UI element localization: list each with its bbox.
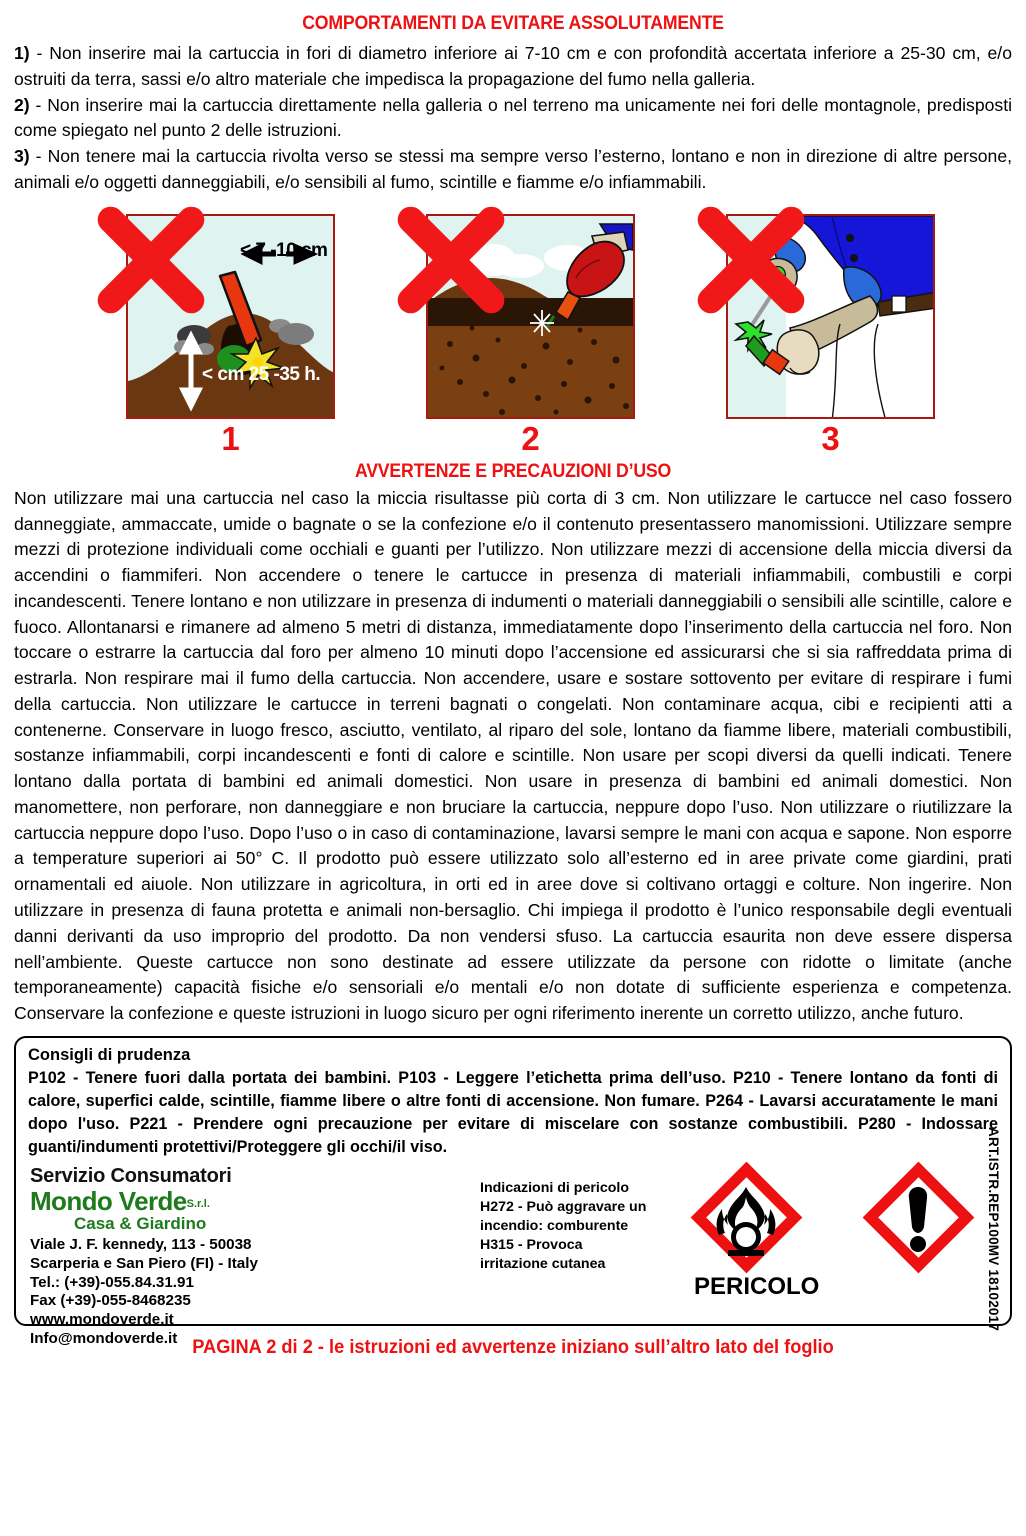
page-title-comportamenti: COMPORTAMENTI DA EVITARE ASSOLUTAMENTE xyxy=(302,13,724,34)
page-footer: PAGINA 2 di 2 - le istruzioni ed avvertenze iniziano sull’altro lato del foglio xyxy=(192,1336,834,1358)
rule-number-3: 3) xyxy=(14,146,30,167)
email-line[interactable]: Info@mondoverde.it xyxy=(30,1330,178,1348)
panel-number-3: 3 xyxy=(821,419,840,457)
address-block xyxy=(30,1236,430,1349)
forbidden-actions-panels xyxy=(14,202,1012,457)
panel-2-direct-in-soil xyxy=(426,214,635,419)
fax-line: Fax (+39)-055-8468235 xyxy=(30,1292,191,1310)
ghs-pictograms xyxy=(684,1161,1014,1333)
flame-over-circle-glyph xyxy=(690,1161,802,1273)
rule-number-2: 2) xyxy=(14,94,30,115)
panel-1-caption-top: < 7 -10 cm xyxy=(240,239,328,261)
rule-text-3: Non tenere mai la cartuccia rivolta verso se stessi ma sempre verso l’esterno, lontano e non in direzione di altre persone, animali e/o oggetti danneggiabili, e/o sensibili al fumo, scintille e fiamme e/o infiammabili. xyxy=(14,146,1012,193)
address-line-1: Viale J. F. kennedy, 113 - 50038 xyxy=(30,1235,252,1253)
hazard-statements-block xyxy=(480,1179,680,1273)
rule-text-1: Non inserire mai la cartuccia in fori di diametro inferiore ai 7-10 cm e con profondità accertata inferiore a 25-30 cm, e/o ostruiti da terra, sassi e/o altro materiale che impedisca la propagazione del fumo nella galleria. xyxy=(14,42,1012,89)
manufacturer-contact-block xyxy=(30,1165,430,1349)
logo-srl-text: S.r.l. xyxy=(186,1198,210,1211)
precaution-box-text: P102 - Tenere fuori dalla portata dei bambini. P103 - Leggere l’etichetta prima dell’uso. P210 - Tenere lontano da fonti di calore, superfici calde, scintille, fiamme libere o altre fonti di accensione. Non fumare. P264 - Lavarsi accuratamente le mani dopo l'uso. P221 - Prendere ogni precauzione per evitare di miscelare con sostanze combustibili. P280 - Indossare guanti/indumenti protettivi/Proteggere gli occhi/il viso. xyxy=(28,1069,998,1157)
cartridge-pointed-at-self-icon xyxy=(728,216,935,419)
rule-item-2 xyxy=(14,93,1012,145)
service-consumers-label: Servizio Consumatori xyxy=(30,1165,232,1188)
signal-word-pericolo: PERICOLO xyxy=(694,1273,820,1301)
hazard-line-4: irritazione cutanea xyxy=(480,1255,606,1272)
exclamation-mark-glyph xyxy=(862,1161,974,1273)
rule-number-1: 1) xyxy=(14,42,30,63)
rule-text-2: Non inserire mai la cartuccia direttamente nella galleria o nel terreno ma unicamente nei fori delle montagnole, predisposti come spiegato nel punto 2 delle istruzioni. xyxy=(14,94,1012,141)
cartridge-inserted-directly-in-soil-icon xyxy=(428,216,635,419)
precaution-box-title: Consigli di prudenza xyxy=(28,1045,191,1064)
panel-1-shallow-hole xyxy=(126,214,335,419)
oxidising-flame-over-circle-icon xyxy=(690,1161,802,1273)
rule-dash-1: - xyxy=(29,42,50,63)
warnings-body-text: Non utilizzare mai una cartuccia nel caso la miccia risultasse più corta di 3 cm. Non utilizzare le cartucce nel caso fossero danneggiate, ammaccate, umide o bagnate o se la confezione e/o il contenuto presentassero manomissioni. Utilizzare sempre mezzi di protezione individuali come occhiali e guanti per l’utilizzo. Non utilizzare mezzi di accensione della miccia diversi da accendini o fiammiferi. Non accendere o tenere le cartucce in presenza di materiali infiammabili, combustili e corpi incandescenti. Tenere lontano e non utilizzare in presenza di indumenti o materiali danneggiabili o sensibili alle scintille, calore e fuoco. Allontanarsi e rimanere ad almeno 5 metri di distanza, immediatamente dopo l’inserimento della cartuccia nel foro. Non toccare o estrarre la cartuccia dal foro per almeno 10 minuti dopo l’accensione ed assicurarsi che si sia raffreddata prima di estrarla. Non respirare mai il fumo della cartuccia. Non accendere, usare e sostare sottovento per evitare di respirare i fumi della cartuccia. Non utilizzare le cartucce in terreni bagnati o congelati. Non contaminare acqua, cibi e recipienti atti a contenerne. Conservare in luogo fresco, asciutto, ventilato, al riparo del sole, lontano da fiamme libere, materiali combustibili, sostanze infiammabili, corpi incandescenti e fonti di calore e scintille. Non usare per scopi diversi da quelli indicati. Tenere lontano dalla portata di bambini ed animali domestici. Non usare in presenza di bambini ed animali domestici. Non manomettere, non perforare, non danneggiare e non bruciare la cartuccia, neppure dopo l’uso. Non utilizzare o riutilizzare la cartuccia neppure dopo l’uso. Dopo l’uso o in caso di contaminazione, lavarsi sempre le mani con acqua e sapone. Non esporre a temperature superiori ai 50° C. Il prodotto può essere utilizzato solo all’esterno ed in aree private come giardini, prati ornamentali ed aiuole. Non utilizzare in agricoltura, in orti ed in aree dove si coltivano ortaggi e colture. Non ingerire. Non utilizzare in presenza di fauna protetta e animali non-bersaglio. Chi impiega il prodotto è l’unico responsabile degli eventuali danni derivanti da uso improprio del prodotto. Da non vendersi sfuso. La cartuccia esaurita non deve essere dispersa nell’ambiente. Queste cartucce non sono destinate ad essere utilizzate da persone con ridotte o limitate (anche temporaneamente) capacità fisiche e/o sensoriali e/o mentali e/o non dotate di sufficiente esperienza e competenza. Conservare la confezione e queste istruzioni in luogo sicuro per ogni riferimento inerente un corretto utilizzo, anche futuro. xyxy=(14,487,1012,1024)
exclamation-mark-icon xyxy=(862,1161,974,1273)
phone-line: Tel.: (+39)-055.84.31.91 xyxy=(30,1273,194,1291)
hazard-statements-title: Indicazioni di pericolo xyxy=(480,1180,629,1197)
panel-1-caption-bottom: < cm 25 -35 h. xyxy=(202,363,321,385)
logo-subtitle: Casa & Giardino xyxy=(74,1214,207,1234)
hazard-line-2: incendio: comburente xyxy=(480,1218,629,1235)
address-line-2: Scarperia e San Piero (FI) - Italy xyxy=(30,1254,258,1272)
panel-3-pointed-at-self xyxy=(726,214,935,419)
article-code: ART.ISTR.REP100MV 18102017 xyxy=(986,1127,1001,1332)
rule-dash-2: - xyxy=(29,94,48,115)
hazard-line-3: H315 - Provoca xyxy=(480,1236,583,1253)
hazard-line-1: H272 - Può aggravare un xyxy=(480,1199,647,1216)
section-title-avvertenze: AVVERTENZE E PRECAUZIONI D’USO xyxy=(354,460,672,482)
mondo-verde-logo xyxy=(30,1186,430,1217)
rule-dash-3: - xyxy=(29,146,48,167)
rule-item-3 xyxy=(14,144,1012,196)
rule-item-1 xyxy=(14,41,1012,93)
logo-main-text: Mondo Verde xyxy=(30,1186,187,1217)
panel-number-1: 1 xyxy=(221,419,240,457)
rules-list xyxy=(14,41,1012,196)
panel-number-2: 2 xyxy=(521,419,540,457)
website-line[interactable]: www.mondoverde.it xyxy=(30,1311,174,1329)
